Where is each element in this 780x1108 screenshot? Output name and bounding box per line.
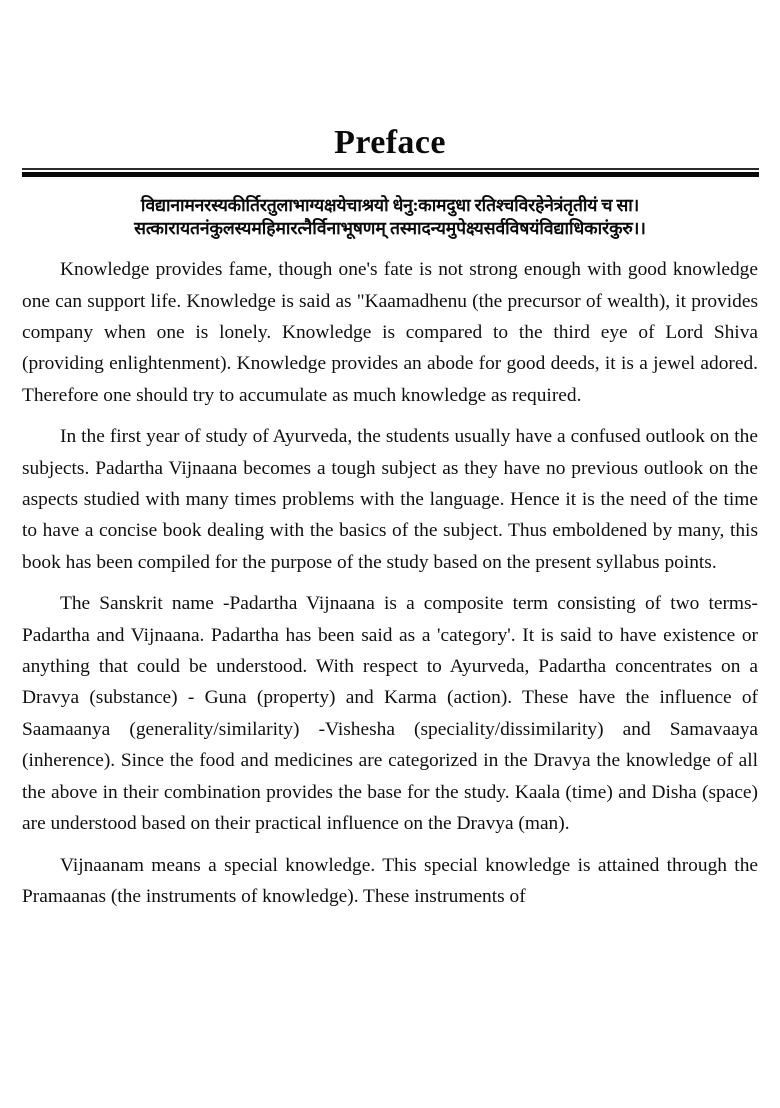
paragraph: Knowledge provides fame, though one's fate is not strong enough with good knowledge one can support life. Knowledge is said as "Kaamadhenu (the precursor of wealth), it provides company when one is lonely. Knowledge is compared to the third eye of Lord Shiva (providing enlightenment). Knowledge provides an abode for good deeds, it is a jewel adored. Therefore one should try to accumulate as much knowledge as required. bbox=[22, 259, 758, 406]
preface-body bbox=[22, 240, 758, 912]
paragraph: The Sanskrit name -Padartha Vijnaana is a composite term consisting of two terms- Padartha and Vijnaana. Padartha has been said as a 'category'. It is said to have existence or anything that could be understood. With respect to Ayurveda, Padartha concentrates on a Dravya (substance) - Guna (property) and Karma (action). These have the influence of Saamaanya (generality/similarity) -Vishesha (speciality/dissimilarity) and Samavaaya (inherence). Since the food and medicines are categorized in the Dravya the knowledge of all the above in their combination provides the base for the study. Kaala (time) and Disha (space) are understood based on their practical influence on the Dravya (man). bbox=[22, 593, 758, 835]
page-title: Preface bbox=[334, 124, 446, 161]
sanskrit-verse bbox=[40, 194, 740, 240]
divider-thick-line bbox=[22, 172, 759, 177]
sanskrit-verse-line-1: विद्यानामनरस्यकीर्तिरतुलाभाग्यक्षयेचाश्रयो धेनु:कामदुधा रतिश्चविरहेनेत्रंतृतीयं च सा। bbox=[140, 195, 640, 215]
paragraph: In the first year of study of Ayurveda, the students usually have a confused outlook on the subjects. Padartha Vijnaana becomes a tough subject as they have no previous outlook on the aspects studied with many times problems with the language. Hence it is the need of the time to have a concise book dealing with the basics of the subject. Thus emboldened by many, this book has been compiled for the purpose of the study based on the present syllabus points. bbox=[22, 426, 758, 573]
sanskrit-verse-line-2: सत्कारायतनंकुलस्यमहिमारत्नैर्विनाभूषणम् तस्मादन्यमुपेक्ष्यसर्वविषयंविद्याधिकारंकुरु।। bbox=[134, 218, 646, 239]
title-divider bbox=[22, 168, 759, 177]
paragraph: Vijnaanam means a special knowledge. This special knowledge is attained through the Pramaanas (the instruments of knowledge). These instruments of bbox=[22, 854, 758, 907]
title-block bbox=[0, 0, 780, 160]
